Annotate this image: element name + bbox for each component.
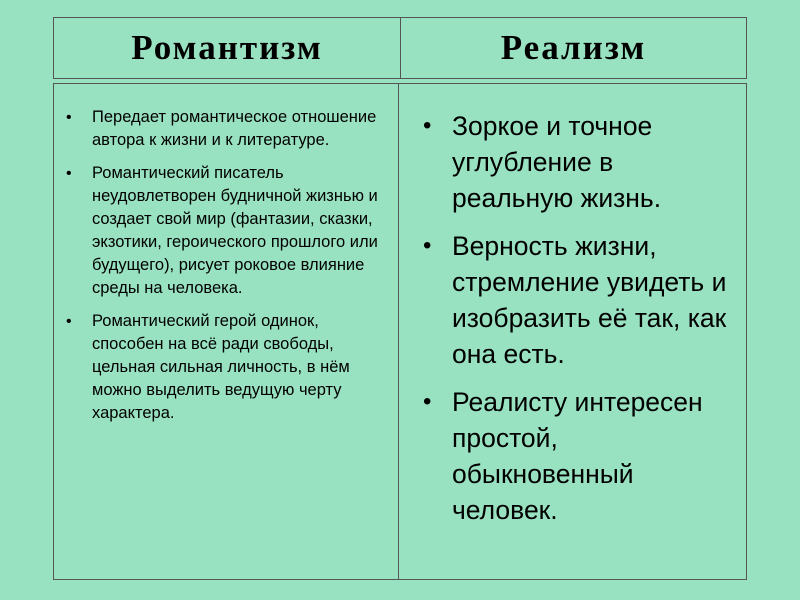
- list-item: [62, 106, 382, 152]
- list-item: [419, 108, 736, 216]
- header-realism: Реализм: [500, 28, 647, 67]
- realism-list: [399, 84, 746, 528]
- romanticism-list: [54, 84, 398, 425]
- bullet-icon: •: [423, 112, 432, 139]
- list-item-text: Передает романтическое отношение автора к жизни и к литературе.: [92, 108, 377, 149]
- table-header-row: [53, 17, 747, 79]
- list-item-text: Верность жизни, стремление увидеть и изобразить её так, как она есть.: [452, 231, 727, 369]
- list-item: [419, 228, 736, 372]
- list-item-text: Зоркое и точное углубление в реальную жизнь.: [452, 111, 662, 213]
- romanticism-column: [53, 83, 399, 580]
- bullet-icon: •: [66, 313, 72, 330]
- list-item: [62, 310, 382, 425]
- bullet-icon: •: [66, 109, 72, 126]
- realism-column: [399, 83, 747, 580]
- bullet-icon: •: [423, 232, 432, 259]
- header-romanticism: Романтизм: [54, 18, 401, 78]
- list-item-text: Романтический герой одинок, способен на всё ради свободы, цельная сильная личность, в нём можно выделить ведущую черту характера.: [92, 312, 350, 422]
- bullet-icon: •: [66, 165, 72, 182]
- list-item-text: Романтический писатель неудовлетворен будничной жизнью и создает свой мир (фантазии, сказки, экзотики, героического прошлого или будущего), рисует роковое влияние среды на человека.: [92, 164, 378, 297]
- list-item-text: Реалисту интересен простой, обыкновенный человек.: [452, 387, 703, 525]
- list-item: [62, 162, 382, 300]
- list-item: [419, 384, 736, 528]
- bullet-icon: •: [423, 388, 432, 415]
